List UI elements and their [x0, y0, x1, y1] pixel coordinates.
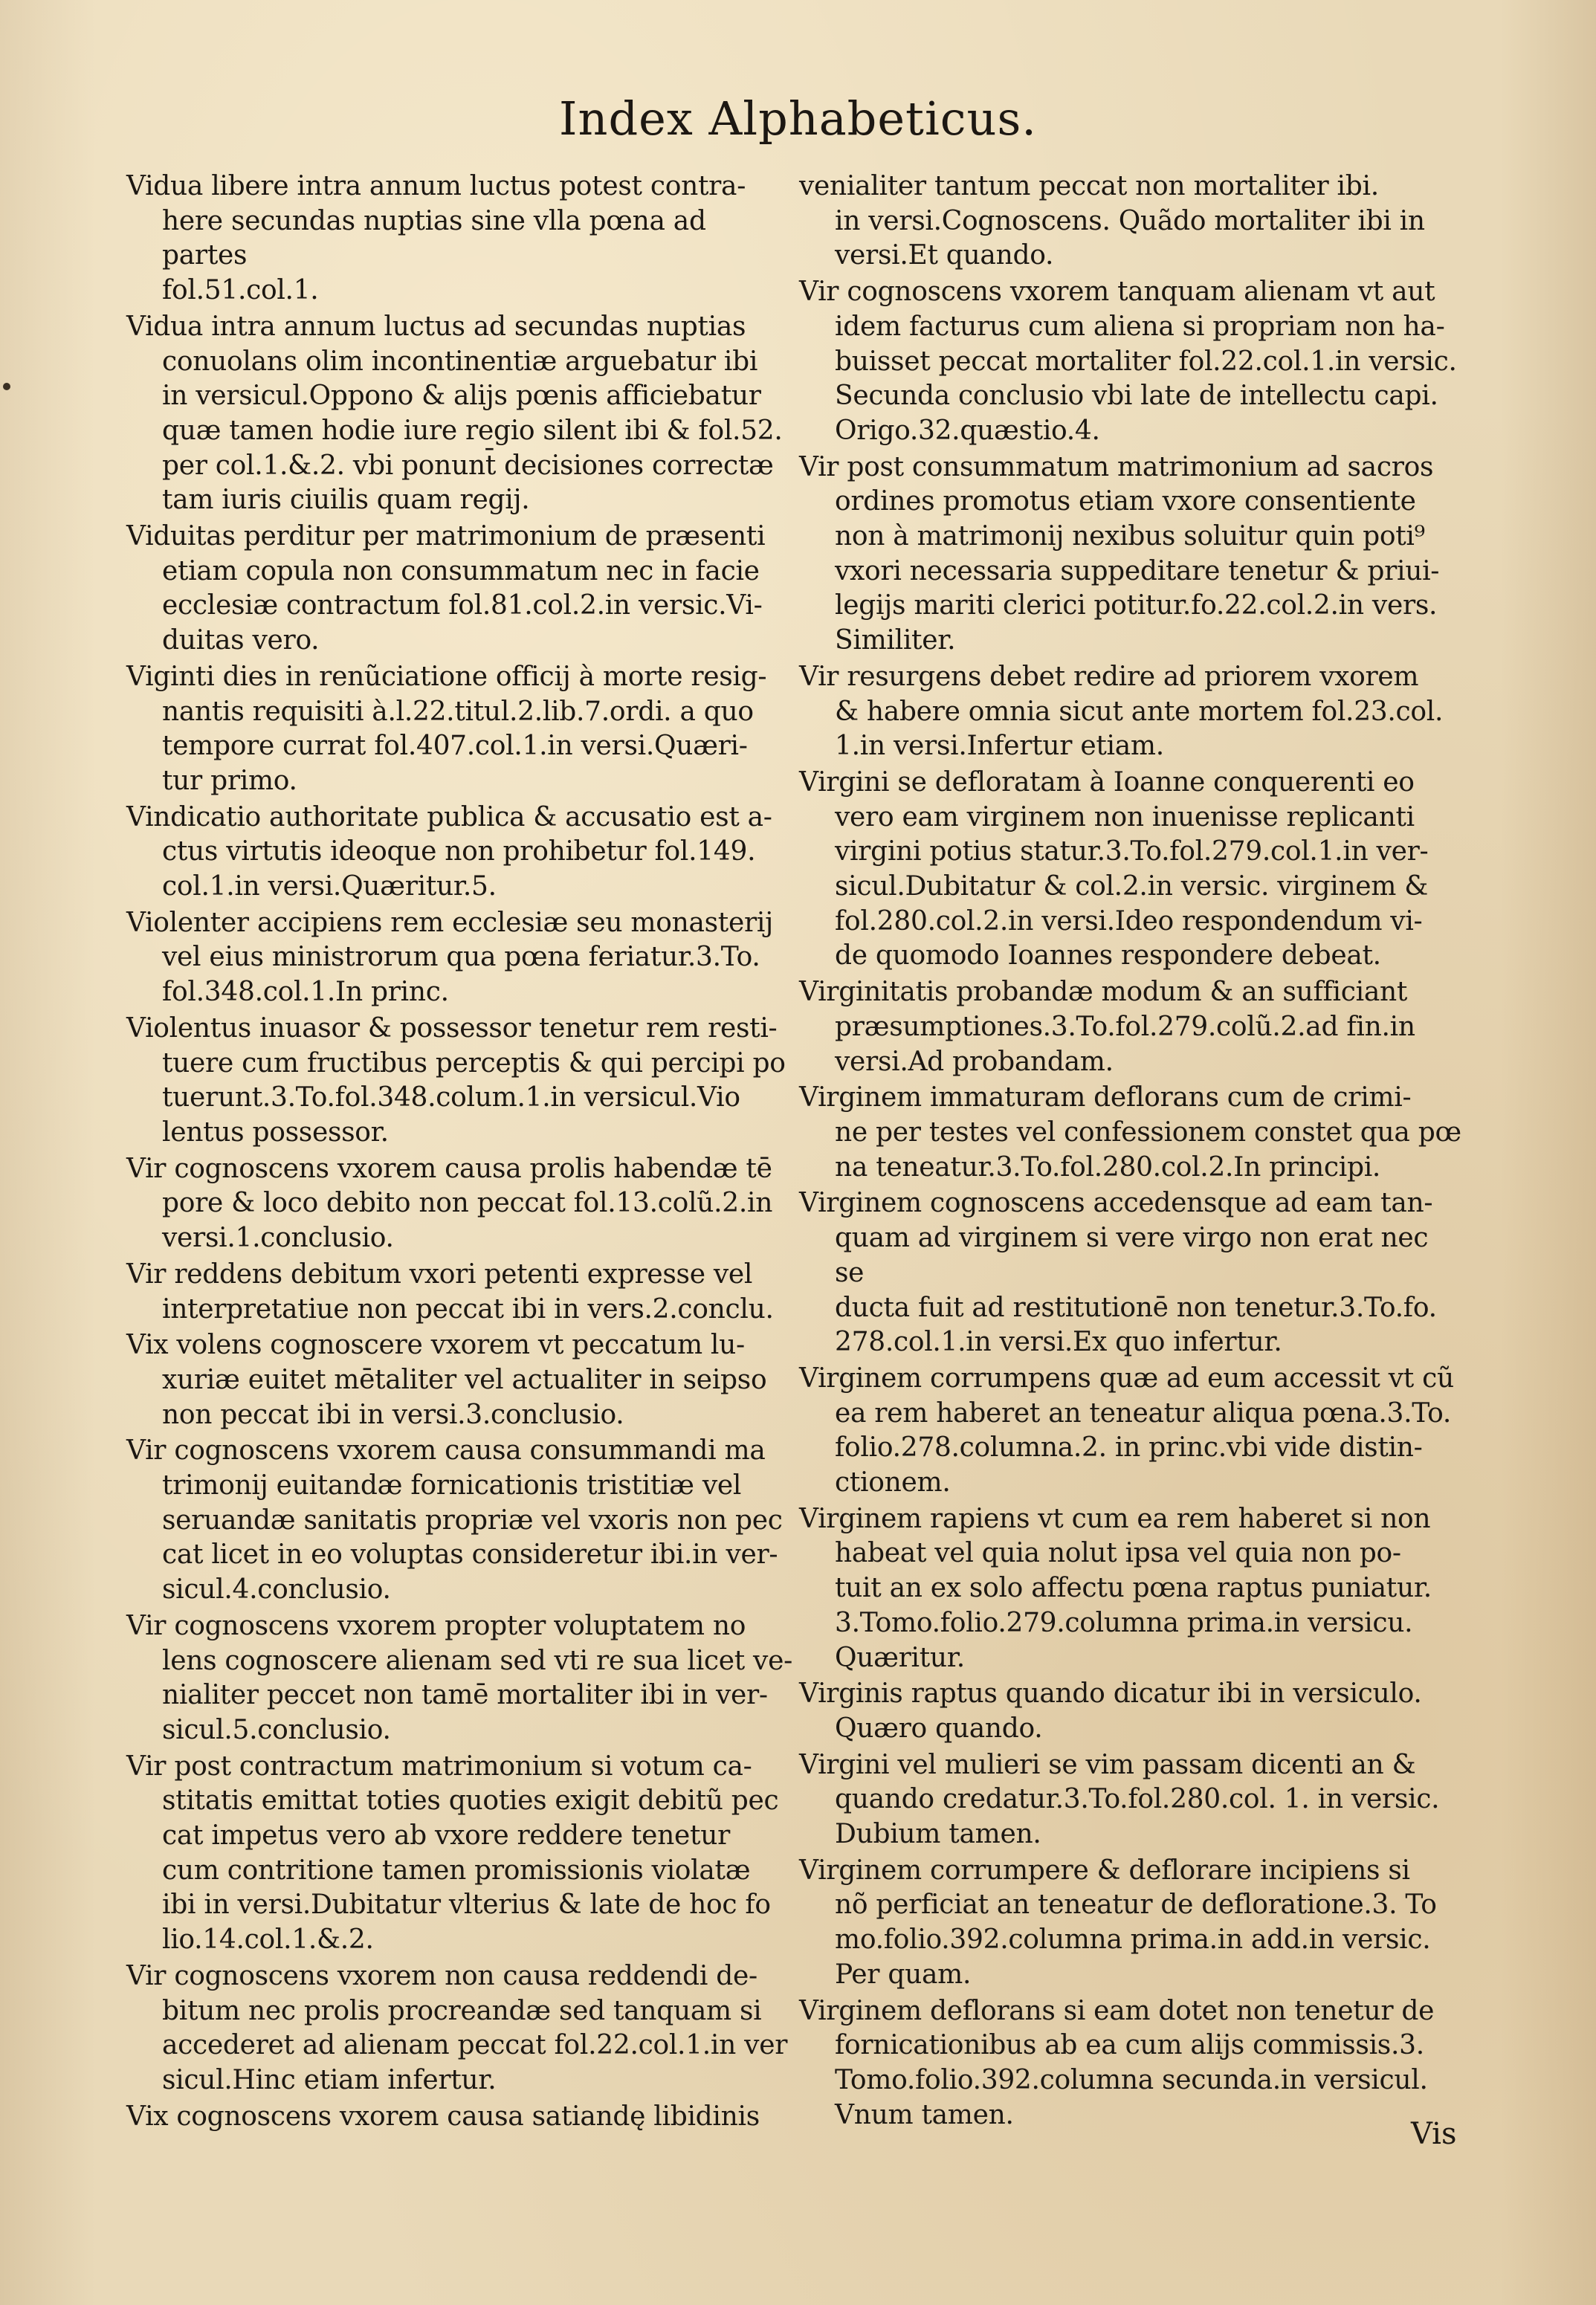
index-entry: Vix cognoscens vxorem causa satiandę libidinis	[126, 2101, 760, 2132]
index-entry: Virginem corrumpens quæ ad eum accessit vt cũ ea rem haberet an teneatur aliqua pœna.3.To. folio.278.columna.2. in princ.vbi vide distin- ctionem.	[799, 1362, 1454, 1499]
index-entry: Virgini se defloratam à Ioanne conquerenti eo vero eam virginem non inuenisse replicanti virgini potius statur.3.To.fol.279.col.1.in ver- sicul.Dubitatur & col.2.in versic. virginem & fol.280.col.2.in versi.Ideo respondendum vi- de quomodo Ioannes respondere debeat.	[799, 766, 1429, 972]
index-entry: venialiter tantum peccat non mortaliter ibi. in versi.Cognoscens. Quãdo mortaliter ibi in versi.Et quando.	[799, 171, 1425, 271]
index-entry: Viginti dies in renũciatione officij à morte resig- nantis requisiti à.l.22.titul.2.lib.7.ordi. a quo tempore currat fol.407.col.1.in versi.Quæri- tur primo.	[126, 661, 767, 796]
index-entry: Vir resurgens debet redire ad priorem vxorem & habere omnia sicut ante mortem fol.23.col. 1.in versi.Infertur etiam.	[799, 661, 1444, 762]
right-column	[799, 169, 1464, 2134]
index-entry: Violenter accipiens rem ecclesiæ seu monasterij vel eius ministrorum qua pœna feriatur.3.To. fol.348.col.1.In princ.	[126, 907, 773, 1008]
index-entry: Vidua libere intra annum luctus potest contra- here secundas nuptias sine vlla pœna ad partes fol.51.col.1.	[126, 171, 746, 306]
index-entry: Virginitatis probandæ modum & an sufficiant præsumptiones.3.To.fol.279.colũ.2.ad fin.in versi.Ad probandam.	[799, 977, 1415, 1077]
index-entry: Virginem rapiens vt cum ea rem haberet si non habeat vel quia nolut ipsa vel quia non po- tuit an ex solo affectu pœna raptus puniatur. 3.Tomo.folio.279.columna prima.in versicu. Quæritur.	[799, 1503, 1432, 1673]
index-entry: Vir post consummatum matrimonium ad sacros ordines promotus etiam vxore consentiente non à matrimonij nexibus soluitur quin poti⁹ vxori necessaria suppeditare tenetur & priui- legijs mariti clerici potitur.fo.22.col.2.in vers. Similiter.	[799, 451, 1440, 656]
ink-spot	[3, 383, 10, 390]
index-entry: Vir cognoscens vxorem causa prolis habendæ tē pore & loco debito non peccat fol.13.colũ.2.in versi.1.conclusio.	[126, 1153, 773, 1254]
index-entry: Vix volens cognoscere vxorem vt peccatum lu- xuriæ euitet mētaliter vel actualiter in seipso non peccat ibi in versi.3.conclusio.	[126, 1330, 767, 1430]
index-entry: Vir cognoscens vxorem causa consummandi ma trimonij euitandæ fornicationis tristitiæ vel seruandæ sanitatis propriæ vel vxoris non pec cat licet in eo voluptas consideretur ibi.in ver- sicul.4.conclusio.	[126, 1435, 783, 1606]
index-entry: Virginem cognoscens accedensque ad eam tan- quam ad virginem si vere virgo non erat nec se ducta fuit ad restitutionē non tenetur.3.To.fo. 278.col.1.in versi.Ex quo infertur.	[799, 1188, 1437, 1358]
index-entry: Violentus inuasor & possessor tenetur rem resti- tuere cum fructibus perceptis & qui percipi po tuerunt.3.To.fol.348.colum.1.in versicul.Vio lentus possessor.	[126, 1012, 786, 1148]
left-column	[126, 169, 795, 2136]
index-entry: Vidua intra annum luctus ad secundas nuptias conuolans olim incontinentiæ arguebatur ibi in versicul.Oppono & alijs pœnis afficiebatur quæ tamen hodie iure regio silent ibi & fol.52. per col.1.&.2. vbi ponunt̄ decisiones correctæ tam iuris ciuilis quam regij.	[126, 311, 783, 516]
index-entry: Vir cognoscens vxorem non causa reddendi de- bitum nec prolis procreandæ sed tanquam si accederet ad alienam peccat fol.22.col.1.in ver sicul.Hinc etiam infertur.	[126, 1960, 788, 2095]
index-entry: Virginem immaturam deflorans cum de crimi- ne per testes vel confessionem constet qua pœ na teneatur.3.To.fol.280.col.2.In principi.	[799, 1082, 1461, 1183]
index-entry: Vir reddens debitum vxori petenti expresse vel interpretatiue non peccat ibi in vers.2.conclu.	[126, 1258, 774, 1325]
index-entry: Virgini vel mulieri se vim passam dicenti an & quando credatur.3.To.fol.280.col. 1. in versic. Dubium tamen.	[799, 1749, 1440, 1850]
index-entry: Vir cognoscens vxorem tanquam alienam vt aut idem facturus cum aliena si propriam non ha- buisset peccat mortaliter fol.22.col.1.in versic. Secunda conclusio vbi late de intellectu capi. Origo.32.quæstio.4.	[799, 277, 1457, 446]
index-entry: Virginis raptus quando dicatur ibi in versiculo. Quæro quando.	[799, 1678, 1422, 1744]
index-entry: Vir post contractum matrimonium si votum ca- stitatis emittat toties quoties exigit debitũ pec cat impetus vero ab vxore reddere tenetur cum contritione tamen promissionis violatæ ibi in versi.Dubitatur vlterius & late de hoc fo lio.14.col.1.&.2.	[126, 1750, 779, 1956]
index-entry: Virginem corrumpere & deflorare incipiens si nõ perficiat an teneatur de defloratione.3. To mo.folio.392.columna prima.in add.in versic. Per quam.	[799, 1855, 1437, 1990]
index-entry: Viduitas perditur per matrimonium de præsenti etiam copula non consummatum nec in facie ecclesiæ contractum fol.81.col.2.in versic.Vi- duitas vero.	[126, 521, 766, 656]
catchword: Vis	[1411, 2117, 1457, 2151]
index-entry: Vindicatio authoritate publica & accusatio est a- ctus virtutis ideoque non prohibetur fol.149. col.1.in versi.Quæritur.5.	[126, 801, 772, 902]
index-entry: Virginem deflorans si eam dotet non tenetur de fornicationibus ab ea cum alijs commissis.3. Tomo.folio.392.columna secunda.in versicul. Vnum tamen.	[799, 1995, 1435, 2130]
page-title: Index Alphabeticus.	[559, 91, 1037, 146]
index-entry: Vir cognoscens vxorem propter voluptatem no lens cognoscere alienam sed vti re sua licet ve- nialiter peccet non tamē mortaliter ibi in ver- sicul.5.conclusio.	[126, 1610, 792, 1745]
